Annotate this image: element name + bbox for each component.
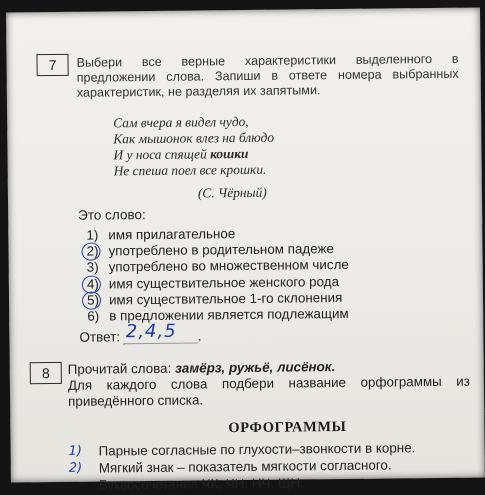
task-7-instruction: Выбери все верные характеристики выделенного в предложении слова. Запиши в ответе номера выбранных характеристик, не разделяя их запятыми. <box>76 51 459 100</box>
task-8-word: Для <box>67 377 93 393</box>
option-number: 5) <box>87 292 100 308</box>
option-number: 4) <box>86 276 99 292</box>
poem-line-1: Сам вчера я видел чудо, <box>113 113 249 131</box>
orthogram-item-3 <box>73 474 473 495</box>
task-7-number: 7 <box>48 56 57 74</box>
task-8-number-box <box>30 362 62 384</box>
task-8-intro: Прочитай слова: <box>67 360 176 377</box>
orthogram-text: Парные согласные по глухости–звонкости в корне. <box>98 440 416 459</box>
poem <box>113 114 274 180</box>
task-8-word: название <box>288 374 347 391</box>
option-number: 1) <box>86 227 99 243</box>
option-text: имя существительное 1-го склонения <box>108 289 343 308</box>
poem-author: (С. Чёрный) <box>197 184 267 201</box>
poem-line-2: Как мышонок влез на блюдо <box>113 129 275 147</box>
answer-line[interactable] <box>124 320 198 344</box>
task-8-word: орфограммы <box>360 373 442 390</box>
option-number: 6) <box>87 308 100 324</box>
poem-line-3 <box>113 146 274 164</box>
orthogram-text: Мягкий знак – показатель мягкости согласного. <box>98 457 392 476</box>
task-8-line-3: приведённого списка. <box>68 392 204 409</box>
orthograms-heading: ОРФОГРАММЫ <box>228 418 347 437</box>
answer-row <box>79 320 202 345</box>
orthograms-list <box>68 440 474 495</box>
handwritten-answer: 2,4,5 <box>125 320 177 343</box>
task-7-number-box <box>36 54 68 76</box>
poem-line-3-text: И у носа спящей <box>113 146 211 163</box>
worksheet-page <box>6 8 485 493</box>
option-number: 3) <box>86 259 99 276</box>
option-text: употреблено в родительном падеже <box>108 241 334 259</box>
handwritten-number: 1) <box>68 443 83 459</box>
poem-line-4: Не спеша поел все крошки. <box>113 161 267 179</box>
option-text: имя прилагательное <box>108 226 236 243</box>
highlighted-word: кошки <box>210 145 249 162</box>
task-8-word: каждого <box>106 376 157 393</box>
task-8-word: слова <box>170 376 208 392</box>
handwritten-number: 2) <box>68 460 83 476</box>
options-prompt: Это слово: <box>78 207 146 223</box>
task-8-word: из <box>456 373 470 389</box>
task-8-word: подбери <box>221 375 275 392</box>
task-8-number: 8 <box>41 365 50 382</box>
answer-dot: . <box>197 328 202 344</box>
orthogram-text: Буквосочетания ЧК, ЧН, НЧ, ЩН. <box>98 475 304 493</box>
option-text: в предложении является подлежащим <box>109 305 349 324</box>
task-8-words: замёрз, ружьё, лисёнок. <box>174 359 336 376</box>
task-8-instruction <box>68 358 468 409</box>
options-list <box>78 224 459 325</box>
option-text: употреблено во множественном числе <box>108 257 349 275</box>
answer-label: Ответ: <box>79 329 121 345</box>
option-text: имя существительное женского рода <box>108 273 340 291</box>
option-number: 2) <box>86 243 99 259</box>
